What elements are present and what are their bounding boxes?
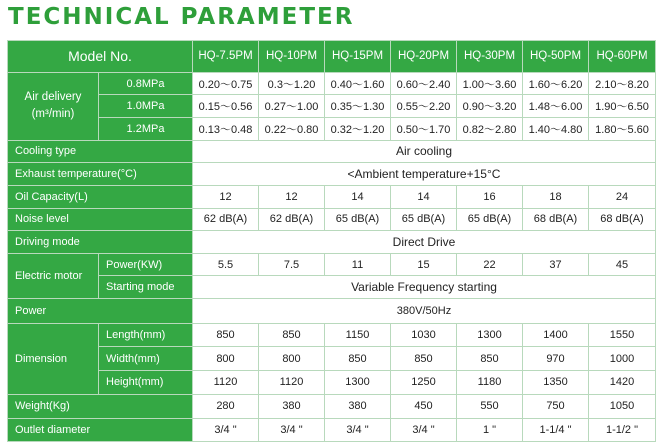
motor-power-label: Power(KW) [99,253,193,276]
weight-value: 280 [193,394,259,419]
outlet-diameter-value: 3/4 " [391,419,457,442]
air-delivery-value: 2.10～8.20 [589,72,656,95]
model-header: HQ-15PM [325,41,391,73]
noise-level-value: 68 dB(A) [589,208,656,231]
weight-value: 450 [391,394,457,419]
width-value: 850 [325,347,391,371]
air-delivery-label-line2: (m³/min) [31,108,75,121]
motor-power-value: 7.5 [259,253,325,276]
length-value: 850 [193,323,259,347]
dimension-length-row [8,323,656,347]
air-delivery-value: 0.20～0.75 [193,72,259,95]
model-header: HQ-10PM [259,41,325,73]
outlet-diameter-label: Outlet diameter [8,419,193,442]
width-value: 1000 [589,347,656,371]
pressure-label: 0.8MPa [99,72,193,95]
air-delivery-value: 1.00～3.60 [457,72,523,95]
outlet-diameter-value: 3/4 " [193,419,259,442]
model-header: HQ-60PM [589,41,656,73]
air-delivery-value: 0.60～2.40 [391,72,457,95]
air-delivery-value: 0.55～2.20 [391,95,457,118]
noise-level-value: 62 dB(A) [193,208,259,231]
air-delivery-value: 0.15～0.56 [193,95,259,118]
model-no-header: Model No. [8,41,193,73]
noise-level-value: 68 dB(A) [523,208,589,231]
power-value: 380V/50Hz [193,298,656,323]
weight-value: 550 [457,394,523,419]
oil-capacity-value: 24 [589,185,656,208]
length-value: 1400 [523,323,589,347]
length-label: Length(mm) [99,323,193,347]
length-value: 1150 [325,323,391,347]
noise-level-value: 65 dB(A) [391,208,457,231]
header-row [8,41,656,73]
noise-level-row [8,208,656,231]
pressure-label: 1.0MPa [99,95,193,118]
outlet-diameter-value: 1-1/4 " [523,419,589,442]
weight-row [8,394,656,419]
width-value: 850 [391,347,457,371]
power-row [8,298,656,323]
noise-level-label: Noise level [8,208,193,231]
motor-power-value: 37 [523,253,589,276]
air-delivery-value: 0.35～1.30 [325,95,391,118]
motor-power-value: 11 [325,253,391,276]
height-label: Height(mm) [99,370,193,394]
length-value: 1030 [391,323,457,347]
weight-value: 380 [325,394,391,419]
power-label: Power [8,298,193,323]
air-delivery-row [8,118,656,141]
driving-mode-label: Driving mode [8,231,193,254]
noise-level-value: 65 dB(A) [325,208,391,231]
exhaust-temperature-row [8,163,656,186]
air-delivery-value: 1.40～4.80 [523,118,589,141]
cooling-type-value: Air cooling [193,140,656,163]
dimension-height-row [8,370,656,394]
oil-capacity-label: Oil Capacity(L) [8,185,193,208]
air-delivery-label-line1: Air delivery [24,91,82,104]
oil-capacity-value: 14 [391,185,457,208]
page-title: TECHNICAL PARAMETER [8,4,355,30]
air-delivery-value: 0.13～0.48 [193,118,259,141]
air-delivery-row [8,72,656,95]
height-value: 1120 [259,370,325,394]
outlet-diameter-value: 3/4 " [259,419,325,442]
exhaust-temperature-label: Exhaust temperature(°C) [8,163,193,186]
air-delivery-value: 0.50～1.70 [391,118,457,141]
height-value: 1250 [391,370,457,394]
air-delivery-value: 0.90～3.20 [457,95,523,118]
air-delivery-value: 0.27～1.00 [259,95,325,118]
height-value: 1420 [589,370,656,394]
weight-label: Weight(Kg) [8,394,193,419]
starting-mode-value: Variable Frequency starting [193,276,656,299]
weight-value: 750 [523,394,589,419]
weight-value: 1050 [589,394,656,419]
air-delivery-value: 1.60～6.20 [523,72,589,95]
motor-power-row [8,253,656,276]
model-header: HQ-7.5PM [193,41,259,73]
air-delivery-value: 1.80～5.60 [589,118,656,141]
noise-level-value: 62 dB(A) [259,208,325,231]
air-delivery-label [8,72,99,140]
starting-mode-label: Starting mode [99,276,193,299]
dimension-width-row [8,347,656,371]
air-delivery-value: 0.82～2.80 [457,118,523,141]
cooling-type-label: Cooling type [8,140,193,163]
pressure-label: 1.2MPa [99,118,193,141]
outlet-diameter-value: 3/4 " [325,419,391,442]
motor-power-value: 5.5 [193,253,259,276]
oil-capacity-value: 14 [325,185,391,208]
height-value: 1120 [193,370,259,394]
noise-level-value: 65 dB(A) [457,208,523,231]
width-value: 800 [193,347,259,371]
air-delivery-row [8,95,656,118]
motor-power-value: 15 [391,253,457,276]
length-value: 850 [259,323,325,347]
oil-capacity-value: 18 [523,185,589,208]
air-delivery-value: 1.90～6.50 [589,95,656,118]
oil-capacity-value: 12 [259,185,325,208]
air-delivery-value: 0.3～1.20 [259,72,325,95]
length-value: 1300 [457,323,523,347]
air-delivery-value: 0.40～1.60 [325,72,391,95]
width-value: 970 [523,347,589,371]
oil-capacity-value: 16 [457,185,523,208]
driving-mode-row [8,231,656,254]
motor-power-value: 45 [589,253,656,276]
cooling-type-row [8,140,656,163]
starting-mode-row [8,276,656,299]
motor-power-value: 22 [457,253,523,276]
oil-capacity-value: 12 [193,185,259,208]
width-value: 800 [259,347,325,371]
width-value: 850 [457,347,523,371]
model-header: HQ-50PM [523,41,589,73]
outlet-diameter-value: 1 " [457,419,523,442]
length-value: 1550 [589,323,656,347]
electric-motor-label: Electric motor [8,253,99,298]
outlet-diameter-row [8,419,656,442]
air-delivery-value: 1.48～6.00 [523,95,589,118]
exhaust-temperature-value: <Ambient temperature+15°C [193,163,656,186]
air-delivery-value: 0.22～0.80 [259,118,325,141]
height-value: 1350 [523,370,589,394]
weight-value: 380 [259,394,325,419]
model-header: HQ-30PM [457,41,523,73]
width-label: Width(mm) [99,347,193,371]
driving-mode-value: Direct Drive [193,231,656,254]
dimension-label: Dimension [8,323,99,394]
height-value: 1300 [325,370,391,394]
technical-parameter-table [7,40,656,442]
model-header: HQ-20PM [391,41,457,73]
height-value: 1180 [457,370,523,394]
outlet-diameter-value: 1-1/2 " [589,419,656,442]
oil-capacity-row [8,185,656,208]
air-delivery-value: 0.32～1.20 [325,118,391,141]
